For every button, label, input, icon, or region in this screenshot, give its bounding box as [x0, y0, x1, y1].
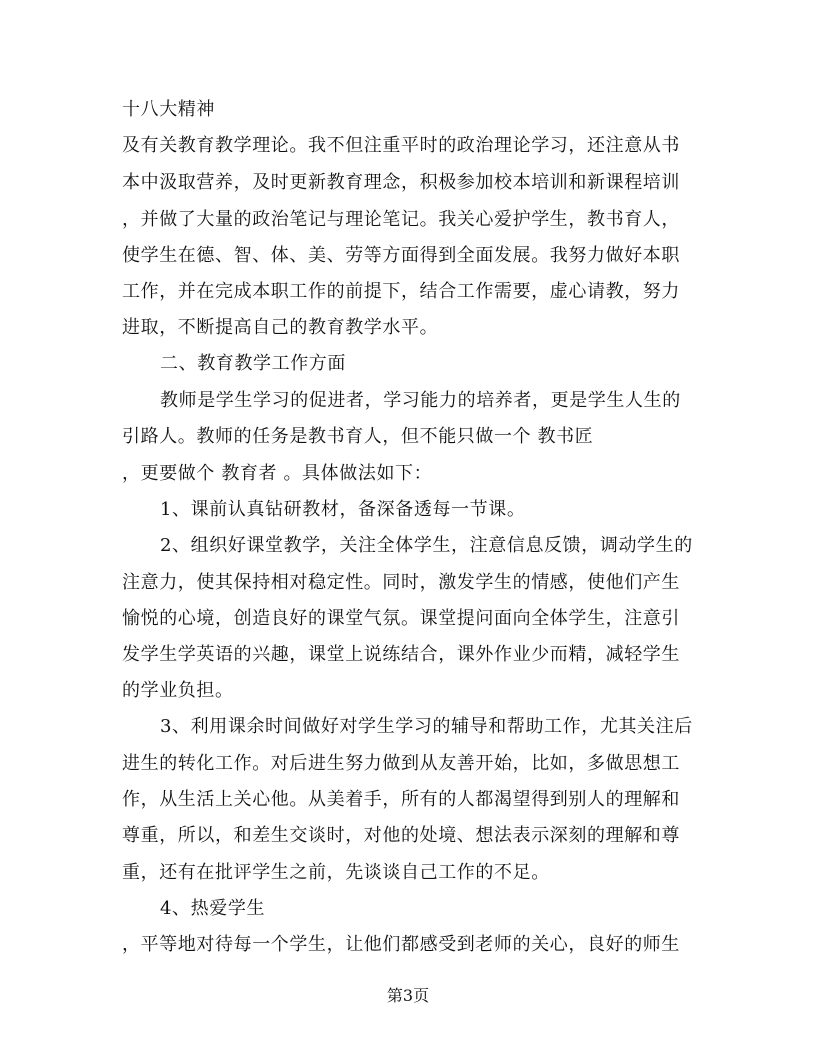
- text-line-1: 十八大精神: [122, 99, 215, 120]
- text-line-17: 的学业负担。: [122, 680, 234, 701]
- list-item-1: 1、课前认真钻研教材，备深备透每一节课。: [160, 499, 526, 520]
- text-line-5: 使学生在德、智、体、美、劳等方面得到全面发展。我努力做好本职: [122, 245, 680, 266]
- text-line-15: 愉悦的心境，创造良好的课堂气氛。课堂提问面向全体学生，注意引: [122, 608, 680, 629]
- list-item-2: 2、组织好课堂教学，关注全体学生，注意信息反馈，调动学生的: [160, 535, 693, 556]
- text-line-7: 进取，不断提高自己的教育教学水平。: [122, 317, 439, 338]
- text-line-3: 本中汲取营养，及时更新教育理念，积极参加校本培训和新课程培训: [122, 172, 680, 193]
- text-line-10: 引路人。教师的任务是教书育人，但不能只做一个 教书匠: [122, 426, 594, 447]
- text-line-11: ，更要做个 教育者 。具体做法如下：: [122, 463, 433, 484]
- text-line-19: 进生的转化工作。对后进生努力做到从友善开始，比如，多做思想工: [122, 753, 680, 774]
- section-heading: 二、教育教学工作方面: [160, 353, 346, 374]
- list-item-4: 4、热爱学生: [160, 898, 266, 919]
- list-item-3: 3、利用课余时间做好对学生学习的辅导和帮助工作，尤其关注后: [160, 716, 693, 737]
- text-line-9: 教师是学生学习的促进者，学习能力的培养者，更是学生人生的: [160, 390, 681, 411]
- text-line-20: 作，从生活上关心他。从美着手，所有的人都渴望得到别人的理解和: [122, 789, 680, 810]
- text-line-16: 发学生学英语的兴趣，课堂上说练结合，课外作业少而精，减轻学生: [122, 644, 680, 665]
- text-line-24: ，平等地对待每一个学生，让他们都感受到老师的关心，良好的师生: [122, 934, 680, 955]
- text-line-14: 注意力，使其保持相对稳定性。同时，激发学生的情感，使他们产生: [122, 572, 680, 593]
- text-line-6: 工作，并在完成本职工作的前提下，结合工作需要，虚心请教，努力: [122, 281, 680, 302]
- text-line-22: 重，还有在批评学生之前，先谈谈自己工作的不足。: [122, 862, 550, 883]
- text-line-2: 及有关教育教学理论。我不但注重平时的政治理论学习，还注意从书: [122, 135, 680, 156]
- page-number: 第3页: [386, 986, 430, 1005]
- text-line-4: ，并做了大量的政治笔记与理论笔记。我关心爱护学生，教书育人，: [122, 209, 680, 230]
- text-line-21: 尊重，所以，和差生交谈时，对他的处境、想法表示深刻的理解和尊: [122, 825, 680, 846]
